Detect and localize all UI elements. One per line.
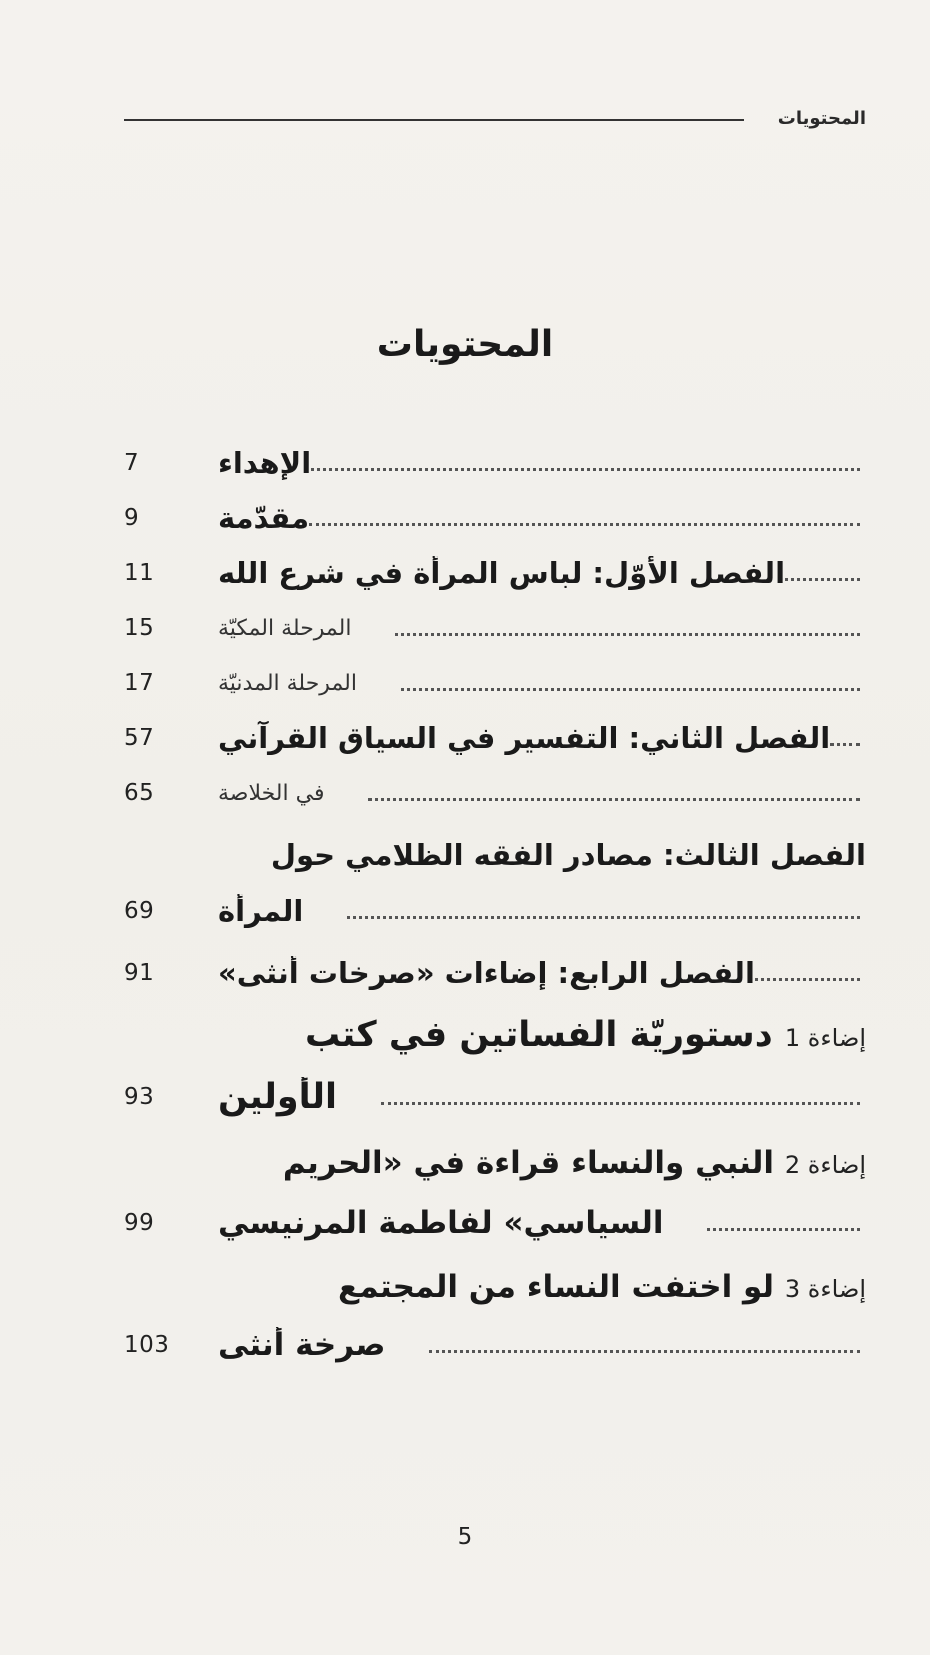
entry-title-line2: الأولين	[218, 1077, 337, 1117]
page-folio: 5	[457, 1524, 473, 1550]
entry-title-line1	[283, 1136, 866, 1190]
leader-zone	[210, 1205, 866, 1241]
toc-subentry[interactable]	[124, 656, 866, 710]
toc-heading: المحتويات	[376, 324, 554, 365]
entry-title-text: النبي والنساء قراءة في «الحريم	[282, 1145, 775, 1181]
toc-entry-second-line[interactable]	[124, 1070, 866, 1124]
page-number: 99	[124, 1210, 155, 1236]
entry-title: الإهداء	[218, 446, 312, 480]
page-number: 69	[124, 898, 155, 924]
leader-zone	[210, 1327, 866, 1363]
toc-entry-first-line[interactable]	[124, 1260, 866, 1314]
running-header	[124, 100, 866, 140]
page-number: 9	[124, 505, 140, 531]
toc-entry-first-line[interactable]	[124, 1008, 866, 1062]
page-number: 91	[124, 960, 155, 986]
leader-zone	[210, 956, 866, 990]
entry-prefix: إضاءة 2	[784, 1151, 866, 1179]
dot-leader	[309, 521, 860, 526]
leader-zone	[210, 894, 866, 928]
page-number: 17	[124, 670, 155, 696]
leader-zone	[210, 616, 866, 641]
page-number: 103	[124, 1332, 170, 1358]
dot-leader	[368, 796, 860, 801]
entry-prefix: إضاءة 3	[784, 1275, 866, 1303]
toc-entry[interactable]	[124, 946, 866, 1000]
toc-subentry[interactable]	[124, 766, 866, 820]
entry-title-line2: السياسي» لفاطمة المرنيسي	[218, 1205, 664, 1241]
page-number: 7	[124, 450, 140, 476]
entry-title-line1	[305, 1008, 866, 1062]
entry-title: مقدّمة	[218, 501, 310, 535]
dot-leader	[785, 576, 860, 581]
leader-zone	[210, 721, 866, 755]
dot-leader	[347, 914, 860, 919]
page-number: 57	[124, 725, 155, 751]
entry-title: في الخلاصة	[218, 780, 325, 806]
leader-zone	[210, 781, 866, 806]
running-header-rule	[124, 119, 744, 121]
leader-zone	[210, 446, 866, 480]
entry-title: المرحلة المدنيّة	[218, 670, 357, 696]
dot-leader	[429, 1348, 860, 1353]
entry-title: الفصل الرابع: إضاءات «صرخات أنثى»	[218, 956, 755, 990]
leader-zone	[210, 556, 866, 590]
entry-title-line1	[338, 1260, 866, 1314]
toc-entry[interactable]	[124, 436, 866, 490]
dot-leader	[707, 1226, 860, 1231]
leader-zone	[210, 1077, 866, 1117]
leader-zone	[210, 671, 866, 696]
entry-title-text: دستوريّة الفساتين في كتب	[304, 1015, 773, 1055]
dot-leader	[311, 466, 860, 471]
toc-entry-first-line[interactable]	[124, 1136, 866, 1190]
running-header-title: المحتويات	[777, 108, 866, 129]
toc-entry-first-line[interactable]	[124, 828, 866, 882]
dot-leader	[395, 631, 860, 636]
entry-prefix: إضاءة 1	[784, 1024, 866, 1052]
page-number: 11	[124, 560, 155, 586]
page-number: 93	[124, 1084, 155, 1110]
entry-title-line2: صرخة أنثى	[218, 1327, 386, 1363]
entry-title-text: لو اختفت النساء من المجتمع	[338, 1269, 775, 1305]
entry-title: الفصل الأوّل: لباس المرأة في شرع الله	[218, 556, 786, 590]
toc-entry-second-line[interactable]	[124, 1318, 866, 1372]
page-number: 15	[124, 615, 155, 641]
toc-entry[interactable]	[124, 711, 866, 765]
entry-title: الفصل الثاني: التفسير في السياق القرآني	[218, 721, 831, 755]
toc-entry[interactable]	[124, 491, 866, 545]
entry-title: المرحلة المكيّة	[218, 615, 352, 641]
dot-leader	[381, 1100, 860, 1105]
page-number: 65	[124, 780, 155, 806]
entry-title-line1: الفصل الثالث: مصادر الفقه الظلامي حول	[270, 838, 866, 872]
dot-leader	[830, 741, 860, 746]
dot-leader	[755, 976, 860, 981]
leader-zone	[210, 501, 866, 535]
toc-entry-second-line[interactable]	[124, 884, 866, 938]
entry-title-line2: المرأة	[218, 894, 304, 928]
dot-leader	[401, 686, 860, 691]
toc-subentry[interactable]	[124, 601, 866, 655]
toc-entry-second-line[interactable]	[124, 1196, 866, 1250]
toc-entry[interactable]	[124, 546, 866, 600]
